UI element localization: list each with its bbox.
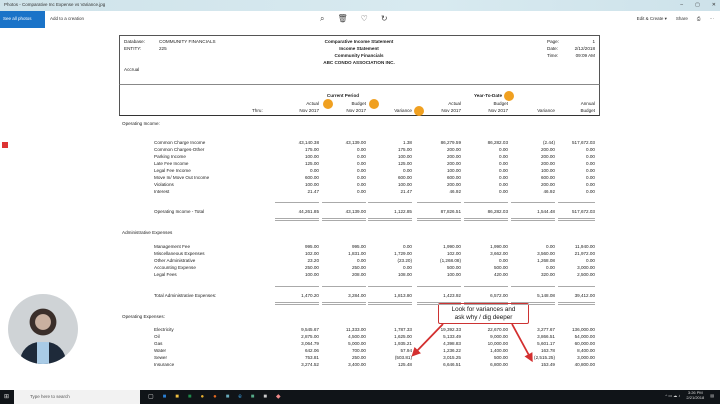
report-title: Comparative Income Statement: [324, 39, 394, 44]
row-value: 9,545.67: [301, 327, 319, 332]
double-rule: [511, 218, 555, 219]
row-value: 5,133.49: [443, 334, 461, 339]
row-value: 600.00: [304, 175, 319, 180]
total-value: 3,284.00: [348, 293, 366, 298]
excel-icon[interactable]: ■: [187, 394, 192, 400]
heart-icon[interactable]: ♡: [360, 14, 368, 23]
total-value: 43,139.00: [345, 209, 366, 214]
row-value: 43,139.00: [345, 140, 366, 145]
row-value: 200.00: [446, 147, 461, 152]
row-value: 54,000.00: [574, 334, 595, 339]
row-value: 23.20: [307, 258, 319, 263]
row-label: Late Fee Income: [154, 161, 189, 166]
row-value: 0.00: [310, 168, 319, 173]
report-company: Community Financials: [334, 53, 384, 58]
report-image: [0, 28, 720, 390]
double-rule: [322, 218, 366, 219]
database-value: COMMUNITY FINANCIALS: [159, 39, 216, 44]
row-value: 1,268.08: [537, 258, 555, 263]
double-rule: [322, 302, 366, 303]
total-value: 1,423.92: [443, 293, 461, 298]
row-value: 4,500.00: [348, 334, 366, 339]
row-value: 86,282.03: [487, 140, 508, 145]
taskbar-search-input[interactable]: [14, 390, 140, 404]
row-value: 3,560.00: [537, 251, 555, 256]
total-value: 87,826.51: [440, 209, 461, 214]
row-value: 600.00: [540, 175, 555, 180]
total-value: 5,148.08: [537, 293, 555, 298]
row-value: 517,672.03: [572, 140, 595, 145]
double-rule: [511, 304, 555, 305]
zoom-icon[interactable]: ⌕: [320, 14, 325, 23]
total-value: 1,813.80: [394, 293, 412, 298]
row-value: 0.00: [357, 258, 366, 263]
row-value: 108.00: [397, 272, 412, 277]
total-rule: [558, 202, 595, 203]
row-value: 0.00: [586, 147, 595, 152]
arrow-right: [512, 324, 531, 359]
row-value: 995.00: [351, 244, 366, 249]
double-rule: [275, 304, 319, 305]
row-value: 0.00: [357, 154, 366, 159]
add-to-label: Add to a creation: [50, 16, 85, 21]
row-value: (1,268.08): [440, 258, 461, 263]
row-value: 5,000.00: [348, 341, 366, 346]
row-value: 3,000.00: [577, 355, 595, 360]
total-rule: [511, 202, 555, 203]
row-label: Oil: [154, 334, 160, 339]
row-value: (23.20): [397, 258, 412, 263]
row-value: 163.78: [540, 348, 555, 353]
double-rule: [558, 304, 595, 305]
outlook-icon[interactable]: ■: [162, 394, 167, 400]
row-value: 3,015.25: [443, 355, 461, 360]
row-value: 0.00: [403, 244, 412, 249]
edge-icon[interactable]: e: [238, 394, 242, 400]
callout-line-2: ask why / dig deeper: [454, 314, 513, 321]
row-label: Legal Fee Income: [154, 168, 191, 173]
window-title: Photos - Comparative Inc Expense vs Variance.jpg: [4, 2, 106, 7]
section-heading: Operating Expenses:: [122, 314, 165, 319]
row-value: 200.00: [446, 161, 461, 166]
total-rule: [368, 286, 412, 287]
row-value: 100.00: [397, 182, 412, 187]
double-rule: [275, 302, 319, 303]
row-value: 3,662.00: [490, 251, 508, 256]
app-icon[interactable]: ■: [225, 394, 230, 400]
row-value: 11,333.00: [345, 327, 366, 332]
row-value: 0.00: [357, 182, 366, 187]
row-label: Insurance: [154, 362, 175, 367]
column-header-top: Budget: [493, 101, 508, 106]
row-value: 0.00: [357, 147, 366, 152]
row-value: (503.81): [394, 355, 412, 360]
row-value: 9,000.00: [490, 334, 508, 339]
row-value: 600.00: [446, 175, 461, 180]
row-value: 21.47: [307, 189, 319, 194]
row-value: 102.00: [304, 251, 319, 256]
row-value: 0.00: [586, 189, 595, 194]
row-value: 250.00: [351, 355, 366, 360]
row-value: 21,972.00: [574, 251, 595, 256]
more-icon[interactable]: ···: [709, 16, 714, 21]
row-value: 3,064.79: [301, 341, 319, 346]
row-label: Interest: [154, 189, 170, 194]
double-rule: [275, 218, 319, 219]
row-label: Other Administrative: [154, 258, 196, 263]
row-value: (2,515.25): [534, 355, 555, 360]
double-rule: [417, 302, 461, 303]
double-rule: [464, 218, 508, 219]
double-rule: [558, 302, 595, 303]
row-value: 0.00: [586, 168, 595, 173]
edit-create-button[interactable]: Edit & Create ▾: [636, 16, 667, 21]
row-value: 1,729.00: [394, 251, 412, 256]
column-header-top: Actual: [306, 101, 319, 106]
row-value: 0.00: [357, 168, 366, 173]
row-value: 100.00: [540, 168, 555, 173]
row-value: 3,400.00: [348, 362, 366, 367]
ytd-heading: Year-To-Date: [474, 93, 502, 98]
double-rule: [464, 220, 508, 221]
row-value: 46.92: [449, 189, 461, 194]
column-header-bottom: Nov 2017: [299, 108, 319, 113]
row-label: Electricity: [154, 327, 174, 332]
total-rule: [558, 286, 595, 287]
row-value: 100.00: [446, 272, 461, 277]
row-label: Common Charge Income: [154, 140, 206, 145]
row-value: 0.00: [546, 265, 555, 270]
row-value: 200.00: [540, 161, 555, 166]
row-value: 43,140.38: [298, 140, 319, 145]
total-rule: [322, 286, 366, 287]
row-label: Accounting Expense: [154, 265, 196, 270]
date-value: 2/12/2018: [574, 46, 595, 51]
arrow-left: [414, 324, 443, 354]
double-rule: [275, 220, 319, 221]
double-rule: [558, 220, 595, 221]
current-period-heading: Current Period: [326, 93, 360, 98]
row-label: Legal Fees: [154, 272, 177, 277]
total-rule: [275, 202, 319, 203]
double-rule: [322, 304, 366, 305]
total-label: Operating Income - Total: [154, 209, 205, 214]
row-value: 175.00: [397, 147, 412, 152]
row-value: 200.00: [540, 182, 555, 187]
row-value: 22,670.00: [487, 327, 508, 332]
total-rule: [464, 202, 508, 203]
callout-line-1: Look for variances and: [451, 306, 516, 313]
total-rule: [417, 202, 461, 203]
clock-time: 3:26 PM: [687, 390, 703, 395]
double-rule: [464, 304, 508, 305]
row-label: Water: [154, 348, 167, 353]
row-value: 0.00: [499, 168, 508, 173]
row-label: Common Charges-Other: [154, 147, 205, 152]
row-value: 0.00: [499, 258, 508, 263]
row-value: 500.00: [493, 355, 508, 360]
column-header-bottom: Nov 2017: [441, 108, 461, 113]
total-rule: [368, 202, 412, 203]
thru-label: Thru:: [252, 108, 263, 113]
row-value: 0.00: [357, 189, 366, 194]
see-all-label: See all photos: [3, 16, 32, 21]
photos-icon[interactable]: ■: [263, 394, 268, 400]
double-rule: [368, 304, 412, 305]
row-value: 0.00: [546, 244, 555, 249]
row-value: 200.00: [540, 154, 555, 159]
presenter-webcam: [8, 294, 78, 364]
time-label: Time:: [547, 53, 559, 58]
row-value: 200.00: [446, 154, 461, 159]
row-value: 1,400.00: [490, 348, 508, 353]
total-value: 6,572.00: [490, 293, 508, 298]
row-value: 102.00: [446, 251, 461, 256]
row-value: 40,800.00: [574, 362, 595, 367]
row-value: 6,800.00: [490, 362, 508, 367]
tray-icons[interactable]: ^ ▭ ☁ ♪: [665, 392, 681, 398]
total-rule: [322, 202, 366, 203]
column-header-bottom: Nov 2017: [346, 108, 366, 113]
row-value: 1,990.00: [443, 244, 461, 249]
row-value: 175.00: [304, 147, 319, 152]
row-value: 125.00: [304, 161, 319, 166]
task-view-icon[interactable]: ▢: [148, 394, 154, 400]
taskbar: [0, 390, 720, 404]
total-rule: [464, 286, 508, 287]
row-value: 0.00: [499, 175, 508, 180]
app-icon[interactable]: ◆: [276, 394, 281, 400]
row-value: 0.00: [586, 161, 595, 166]
print-icon[interactable]: ⎙: [696, 16, 701, 21]
column-header-top: Annual: [580, 101, 595, 106]
row-value: 1,935.21: [394, 341, 412, 346]
row-value: 320.00: [540, 272, 555, 277]
page-label: Page:: [547, 39, 560, 44]
recording-indicator: [2, 142, 8, 148]
row-value: (2.44): [542, 140, 555, 145]
double-rule: [368, 218, 412, 219]
total-value: 1,122.85: [394, 209, 412, 214]
title-bar: [0, 0, 720, 11]
total-rule: [275, 286, 319, 287]
row-value: 1,990.00: [490, 244, 508, 249]
row-label: Move In/ Move Out Income: [154, 175, 210, 180]
close-button[interactable]: ✕: [711, 2, 716, 8]
row-value: 100.00: [446, 168, 461, 173]
row-value: 3,277.67: [537, 327, 555, 332]
row-value: 0.00: [499, 161, 508, 166]
photos-toolbar: [0, 11, 720, 28]
row-value: 200.00: [540, 147, 555, 152]
file-explorer-icon[interactable]: ■: [175, 394, 179, 400]
row-value: 2,875.00: [301, 334, 319, 339]
row-value: 642.06: [304, 348, 319, 353]
row-value: 1,787.33: [394, 327, 412, 332]
firefox-icon[interactable]: ●: [213, 394, 217, 400]
column-header-top: Actual: [448, 101, 461, 106]
row-value: 0.00: [499, 154, 508, 159]
total-value: 39,412.00: [574, 293, 595, 298]
time-value: 09:09 AM: [575, 53, 595, 58]
basis: Accrual: [124, 67, 140, 72]
row-value: 420.00: [493, 272, 508, 277]
search-placeholder: Type here to search: [30, 393, 70, 399]
double-rule: [368, 220, 412, 221]
entity-value: 225: [159, 46, 167, 51]
row-value: 46.92: [543, 189, 555, 194]
row-value: 753.81: [304, 355, 319, 360]
column-header-top: Budget: [351, 101, 366, 106]
row-value: 100.00: [304, 272, 319, 277]
section-heading: Administrative Expenses: [122, 230, 173, 235]
row-value: 0.00: [586, 154, 595, 159]
row-value: 1,831.00: [348, 251, 366, 256]
report-association: ABC CONDO ASSOCIATION INC.: [323, 60, 395, 65]
total-label: Total Administrative Expenses:: [154, 293, 217, 298]
row-value: 0.00: [403, 168, 412, 173]
row-value: 0.00: [403, 265, 412, 270]
row-label: Management Fee: [154, 244, 191, 249]
row-value: 100.00: [304, 154, 319, 159]
date-label: Date:: [547, 46, 558, 51]
database-label: Database:: [124, 39, 145, 44]
double-rule: [368, 302, 412, 303]
row-value: 0.00: [357, 175, 366, 180]
row-value: 5,601.17: [537, 341, 555, 346]
row-value: 3,866.51: [537, 334, 555, 339]
row-value: 6,646.51: [443, 362, 461, 367]
row-value: 136,000.00: [572, 327, 595, 332]
row-value: 100.00: [304, 182, 319, 187]
row-value: 0.00: [499, 147, 508, 152]
row-value: 250.00: [351, 265, 366, 270]
row-value: 0.00: [357, 161, 366, 166]
row-value: 1.38: [403, 140, 412, 145]
row-label: Sewer: [154, 355, 168, 360]
row-value: 8,400.00: [577, 348, 595, 353]
row-value: 0.00: [586, 175, 595, 180]
row-label: Gas: [154, 341, 163, 346]
row-value: 21.47: [400, 189, 412, 194]
row-value: 0.00: [499, 182, 508, 187]
row-value: 500.00: [493, 265, 508, 270]
row-value: 200.00: [446, 182, 461, 187]
row-value: 0.00: [586, 182, 595, 187]
row-value: 208.00: [351, 272, 366, 277]
total-value: 1,470.20: [301, 293, 319, 298]
column-header-bottom: Variance: [394, 108, 412, 113]
double-rule: [417, 304, 461, 305]
row-value: 100.00: [397, 154, 412, 159]
row-value: 995.00: [304, 244, 319, 249]
double-rule: [464, 302, 508, 303]
row-label: Violations: [154, 182, 174, 187]
row-value: 1,625.00: [394, 334, 412, 339]
row-value: 250.00: [304, 265, 319, 270]
minimize-button[interactable]: –: [680, 2, 684, 8]
page-value: 1: [592, 39, 595, 44]
double-rule: [417, 218, 461, 219]
double-rule: [558, 218, 595, 219]
row-value: 11,940.00: [574, 244, 595, 249]
row-value: 2,500.00: [577, 272, 595, 277]
section-heading: Operating Income:: [122, 121, 160, 126]
double-rule: [511, 302, 555, 303]
row-value: 125.48: [397, 362, 412, 367]
rotate-icon[interactable]: ↻: [380, 14, 388, 23]
total-value: 86,282.03: [487, 209, 508, 214]
total-value: 1,544.48: [537, 209, 555, 214]
app-icon[interactable]: ■: [250, 394, 255, 400]
delete-icon[interactable]: 🗑: [337, 14, 348, 23]
total-value: 517,672.03: [572, 209, 595, 214]
row-value: 10,000.00: [487, 341, 508, 346]
row-label: Miscellaneous Expenses: [154, 251, 205, 256]
double-rule: [511, 220, 555, 221]
row-value: 500.00: [446, 265, 461, 270]
row-value: 600.00: [397, 175, 412, 180]
row-value: 57.94: [400, 348, 412, 353]
column-header-bottom: Variance: [537, 108, 555, 113]
row-value: 60,000.00: [574, 341, 595, 346]
row-value: 86,279.59: [440, 140, 461, 145]
row-value: 700.00: [351, 348, 366, 353]
row-value: 0.00: [499, 189, 508, 194]
entity-label: ENTITY:: [124, 46, 142, 51]
add-to-creation-button[interactable]: [50, 17, 84, 22]
double-rule: [322, 220, 366, 221]
row-value: 0.00: [586, 258, 595, 263]
row-value: 3,274.52: [301, 362, 319, 367]
total-rule: [511, 286, 555, 287]
clock-date: 2/21/2018: [686, 395, 705, 400]
column-header-bottom: Nov 2017: [488, 108, 508, 113]
row-value: 4,398.83: [443, 341, 461, 346]
total-value: 44,261.85: [298, 209, 319, 214]
maximize-button[interactable]: ▢: [695, 2, 700, 8]
column-header-bottom: Budget: [580, 108, 595, 113]
row-value: 153.49: [540, 362, 555, 367]
row-value: 1,236.22: [443, 348, 461, 353]
double-rule: [417, 220, 461, 221]
row-value: 19,392.33: [440, 327, 461, 332]
total-rule: [417, 286, 461, 287]
see-all-photos-button[interactable]: [0, 11, 45, 28]
report-subtitle: Income Statement: [339, 46, 379, 51]
windows-start-icon[interactable]: ⊞: [4, 394, 10, 400]
row-value: 125.00: [397, 161, 412, 166]
row-value: 3,000.00: [577, 265, 595, 270]
chrome-icon[interactable]: ●: [200, 394, 205, 400]
share-button[interactable]: Share: [675, 16, 688, 21]
row-label: Parking Income: [154, 154, 186, 159]
notifications-icon[interactable]: ▤: [710, 392, 714, 398]
